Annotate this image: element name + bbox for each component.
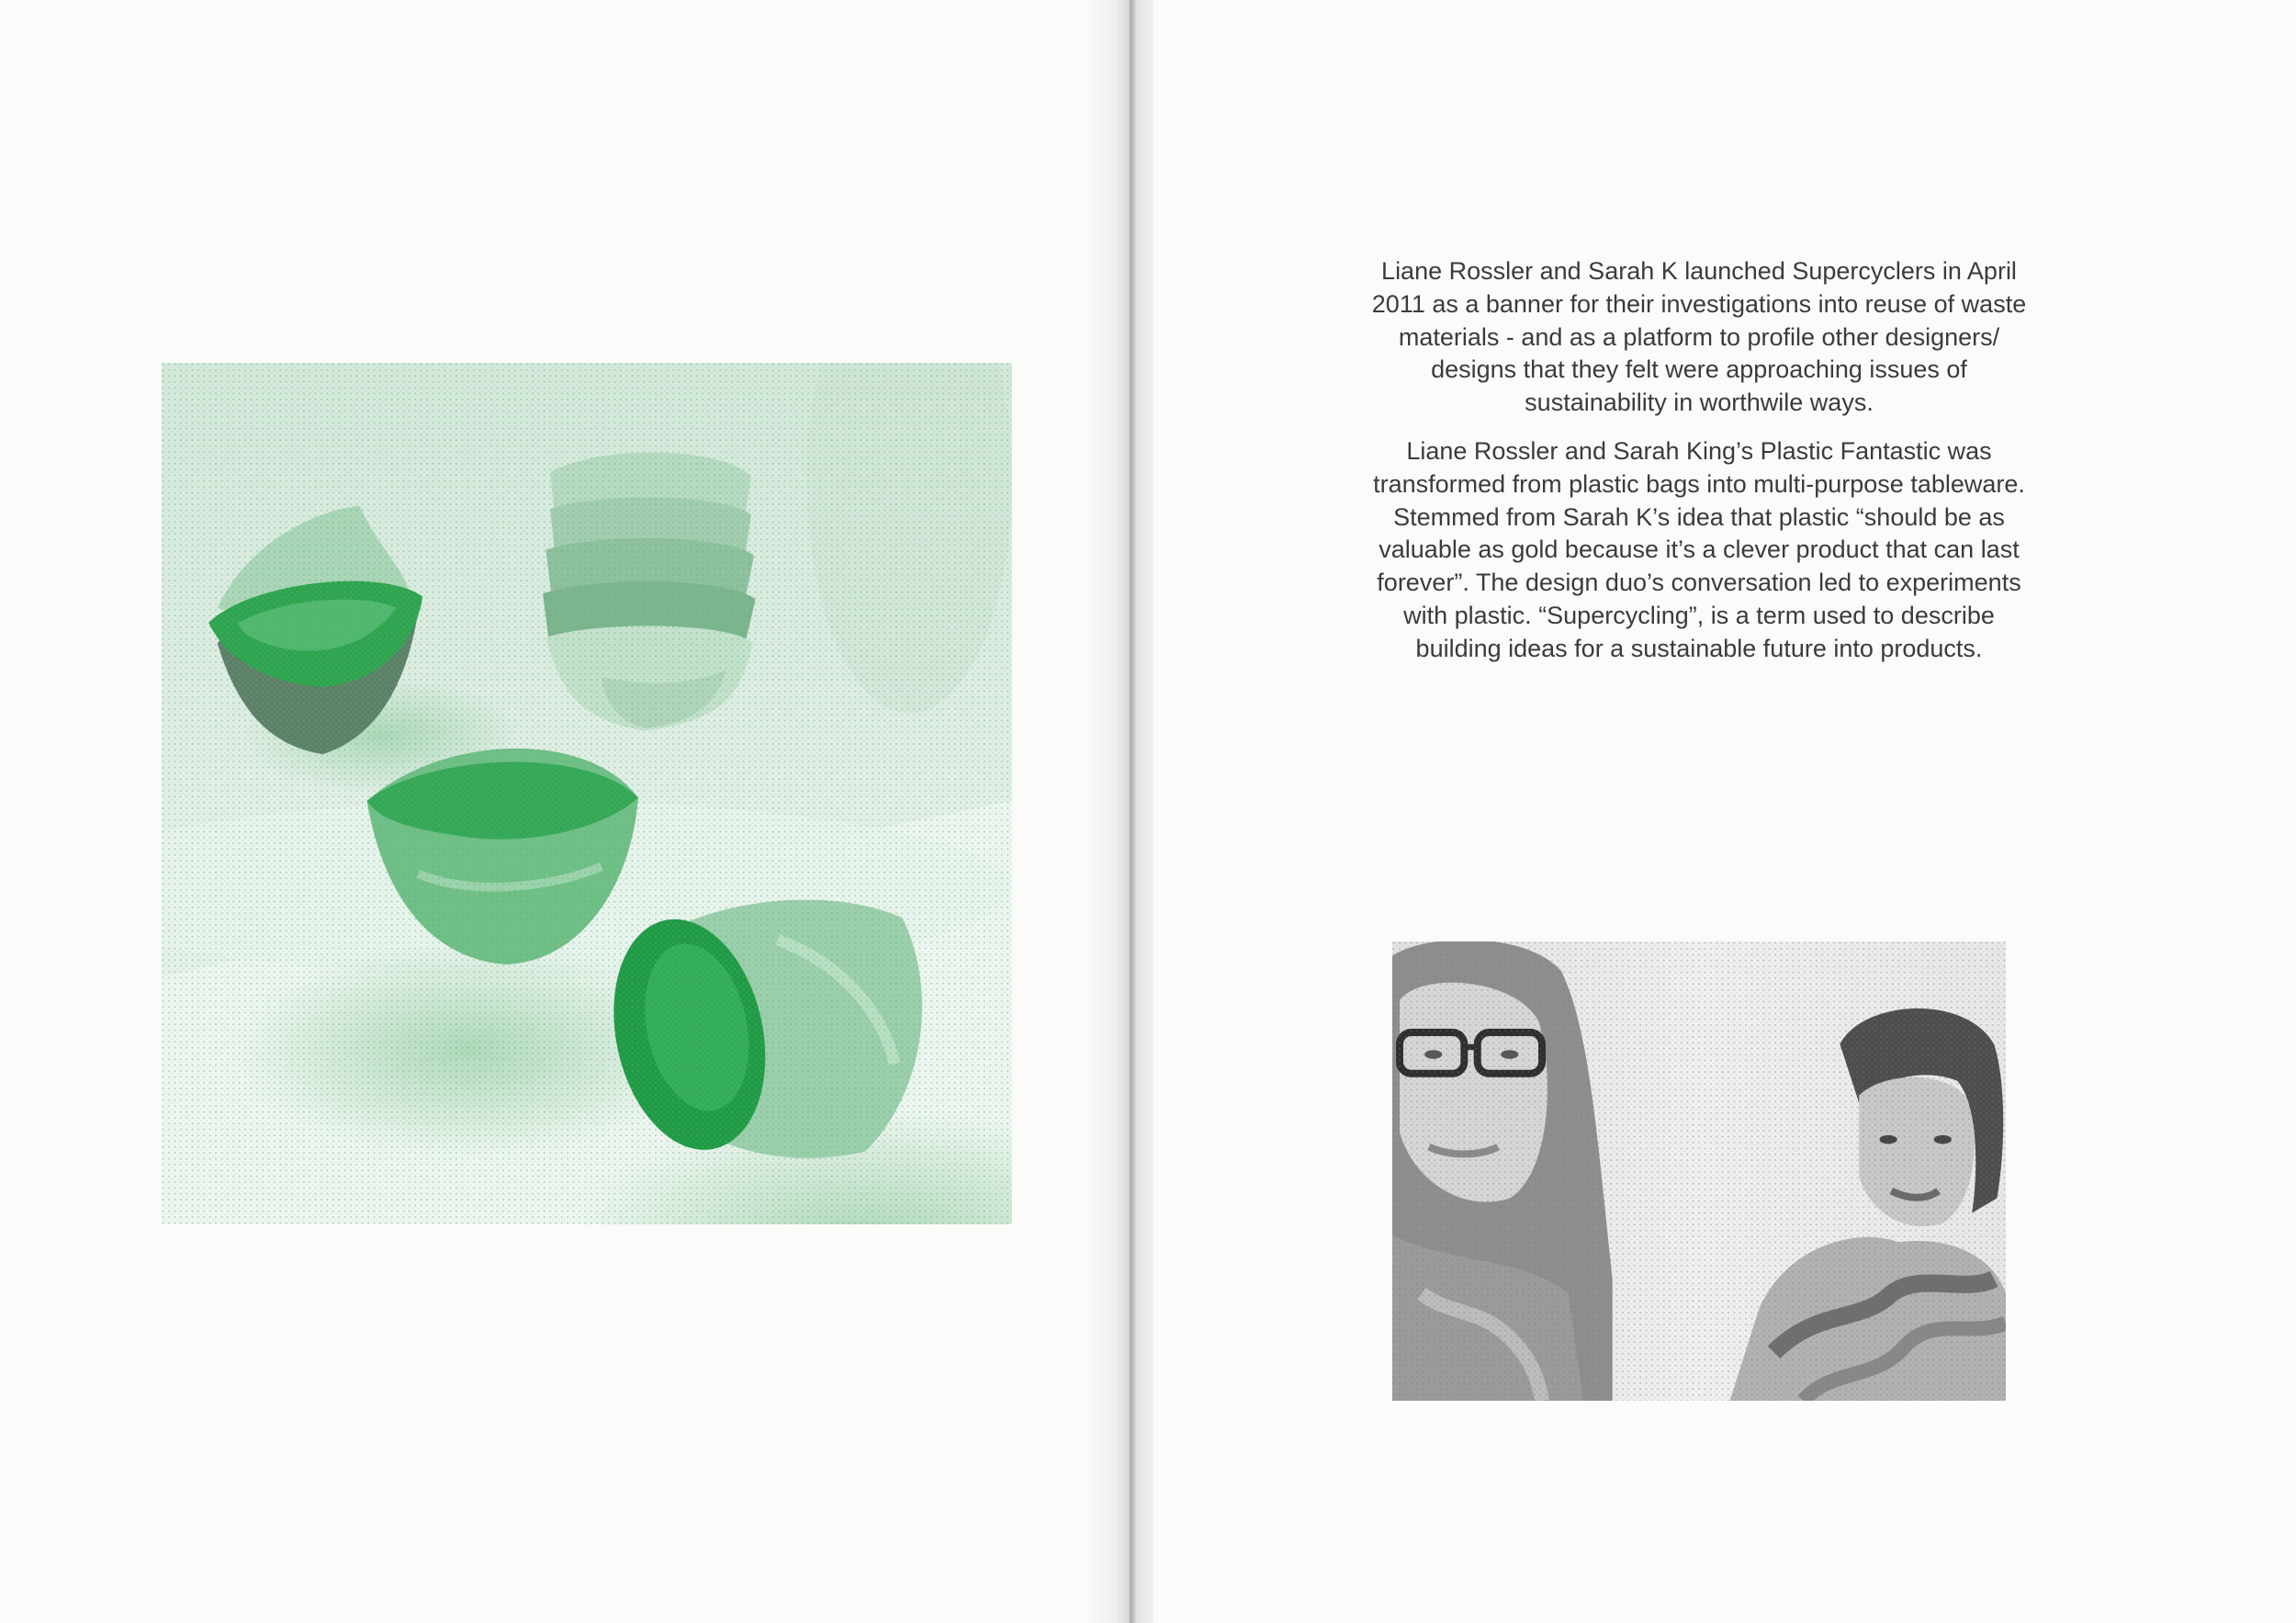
left-page (0, 0, 1131, 1623)
article-text (1359, 255, 2039, 682)
green-bowls-photo (162, 363, 1012, 1224)
plastic-fantastic-paragraph: Liane Rossler and Sarah King’s Plastic Fantastic was transformed from plastic bags into multi-purpose tableware. Stemmed from Sarah K’s idea that plastic “should be as valuable as gold because it’s a clever product that can last forever”. The design duo’s conversation led to experiments with plastic. “Supercycling”, is a term used to describe building ideas for a sustainable future into products. (1373, 436, 2025, 662)
intro-paragraph: Liane Rossler and Sarah K launched Supercyclers in April 2011 as a banner for their investigations into reuse of waste materials - and as a platform to profile other designers/ designs that they felt were approaching issues of sustainability in worthwile ways. (1371, 257, 2027, 417)
designers-portrait-photo (1392, 941, 2006, 1401)
